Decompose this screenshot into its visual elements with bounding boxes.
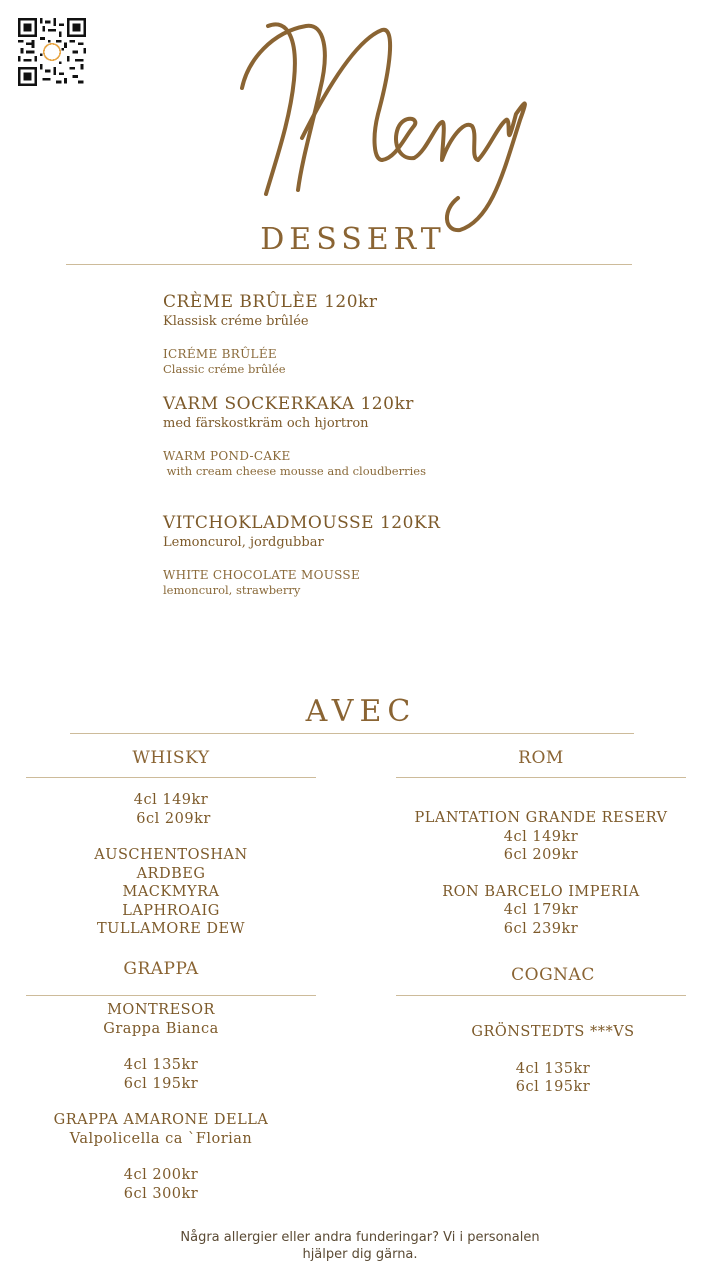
whisky-brand: MACKMYRA: [122, 884, 220, 900]
menu-title-script: [228, 10, 538, 240]
rom-price-6cl: 6cl 209kr: [503, 847, 579, 863]
grappa-list: [16, 1001, 306, 1203]
whisky-divider: [26, 777, 316, 778]
rom-divider: [396, 777, 686, 778]
whisky-brand: LAPHROAIG: [122, 902, 220, 919]
grappa-price-4cl: 4cl 200kr: [123, 1167, 199, 1183]
rom-item-name: PLANTATION GRANDE RESERV: [414, 810, 668, 826]
cognac-divider: [396, 995, 686, 996]
dessert-item-desc: Klassisk créme brûlée: [163, 314, 309, 329]
cognac-price-6cl: 6cl 195kr: [515, 1079, 591, 1095]
cognac-price-4cl: 4cl 135kr: [515, 1060, 591, 1077]
dessert-item: [163, 513, 583, 598]
grappa-item-sub: Grappa Bianca: [103, 1020, 219, 1037]
grappa-divider: [26, 995, 316, 996]
dessert-item-en-desc: Classic créme brûlée: [163, 362, 286, 376]
whisky-price-6cl: 6cl 209kr: [131, 810, 211, 827]
qr-code-icon[interactable]: [18, 18, 86, 86]
grappa-item-sub: Valpolicella ca `Florian: [69, 1130, 253, 1147]
cognac-item-name: GRÖNSTEDTS ***VS: [471, 1024, 635, 1040]
rom-item-name: RON BARCELO IMPERIA: [442, 883, 640, 900]
dessert-section-title: DESSERT: [260, 222, 446, 257]
cognac-list: [408, 1023, 698, 1097]
grappa-price-6cl: 6cl 195kr: [123, 1075, 199, 1092]
whisky-price-4cl: 4cl 149kr: [133, 792, 209, 808]
dessert-item-en-name: ICRÉME BRÛLÉE: [163, 347, 277, 361]
dessert-item-name: CRÈME BRÛLÈE 120kr: [163, 292, 378, 312]
dessert-item-en-desc: lemoncurol, strawberry: [163, 583, 301, 597]
whisky-brand: TULLAMORE DEW: [96, 921, 246, 937]
rom-price-4cl: 4cl 149kr: [503, 828, 579, 845]
whisky-brand: AUSCHENTOSHAN: [94, 847, 248, 863]
grappa-item-name: MONTRESOR: [107, 1002, 215, 1018]
dessert-item: [163, 394, 583, 479]
rom-heading: ROM: [518, 748, 564, 768]
grappa-price-6cl: 6cl 300kr: [123, 1185, 199, 1202]
dessert-item: [163, 292, 583, 377]
rom-price-6cl: 6cl 239kr: [503, 920, 579, 937]
dessert-item-desc: Lemoncurol, jordgubbar: [163, 535, 324, 550]
avec-divider: [70, 733, 634, 734]
dessert-item-en-name: WARM POND-CAKE: [163, 449, 291, 463]
dessert-item-desc: med färskostkräm och hjortron: [163, 416, 369, 431]
rom-price-4cl: 4cl 179kr: [503, 902, 579, 918]
dessert-list: [163, 292, 583, 598]
grappa-price-4cl: 4cl 135kr: [123, 1057, 199, 1073]
dessert-item-name: VITCHOKLADMOUSSE 120KR: [163, 513, 441, 533]
cognac-heading: COGNAC: [511, 965, 595, 985]
whisky-brand: ARDBEG: [136, 865, 206, 882]
footer-line: hjälper dig gärna.: [302, 1247, 418, 1262]
footer-line: Några allergier eller andra funderingar? Vi i personalen: [180, 1230, 540, 1245]
dessert-divider: [66, 264, 632, 265]
rom-list: [396, 809, 686, 938]
avec-section-title: AVEC: [305, 694, 417, 729]
grappa-item-name: GRAPPA AMARONE DELLA: [53, 1112, 269, 1128]
footer-note: [0, 1229, 720, 1263]
whisky-heading: WHISKY: [132, 748, 210, 768]
meny-script-lettering: [228, 10, 538, 240]
grappa-heading: GRAPPA: [123, 959, 199, 979]
dessert-item-en-desc: with cream cheese mousse and cloudberries: [163, 464, 426, 478]
dessert-item-name: VARM SOCKERKAKA 120kr: [163, 394, 414, 414]
dessert-item-en-name: WHITE CHOCOLATE MOUSSE: [163, 568, 361, 582]
whisky-list: [26, 791, 316, 939]
